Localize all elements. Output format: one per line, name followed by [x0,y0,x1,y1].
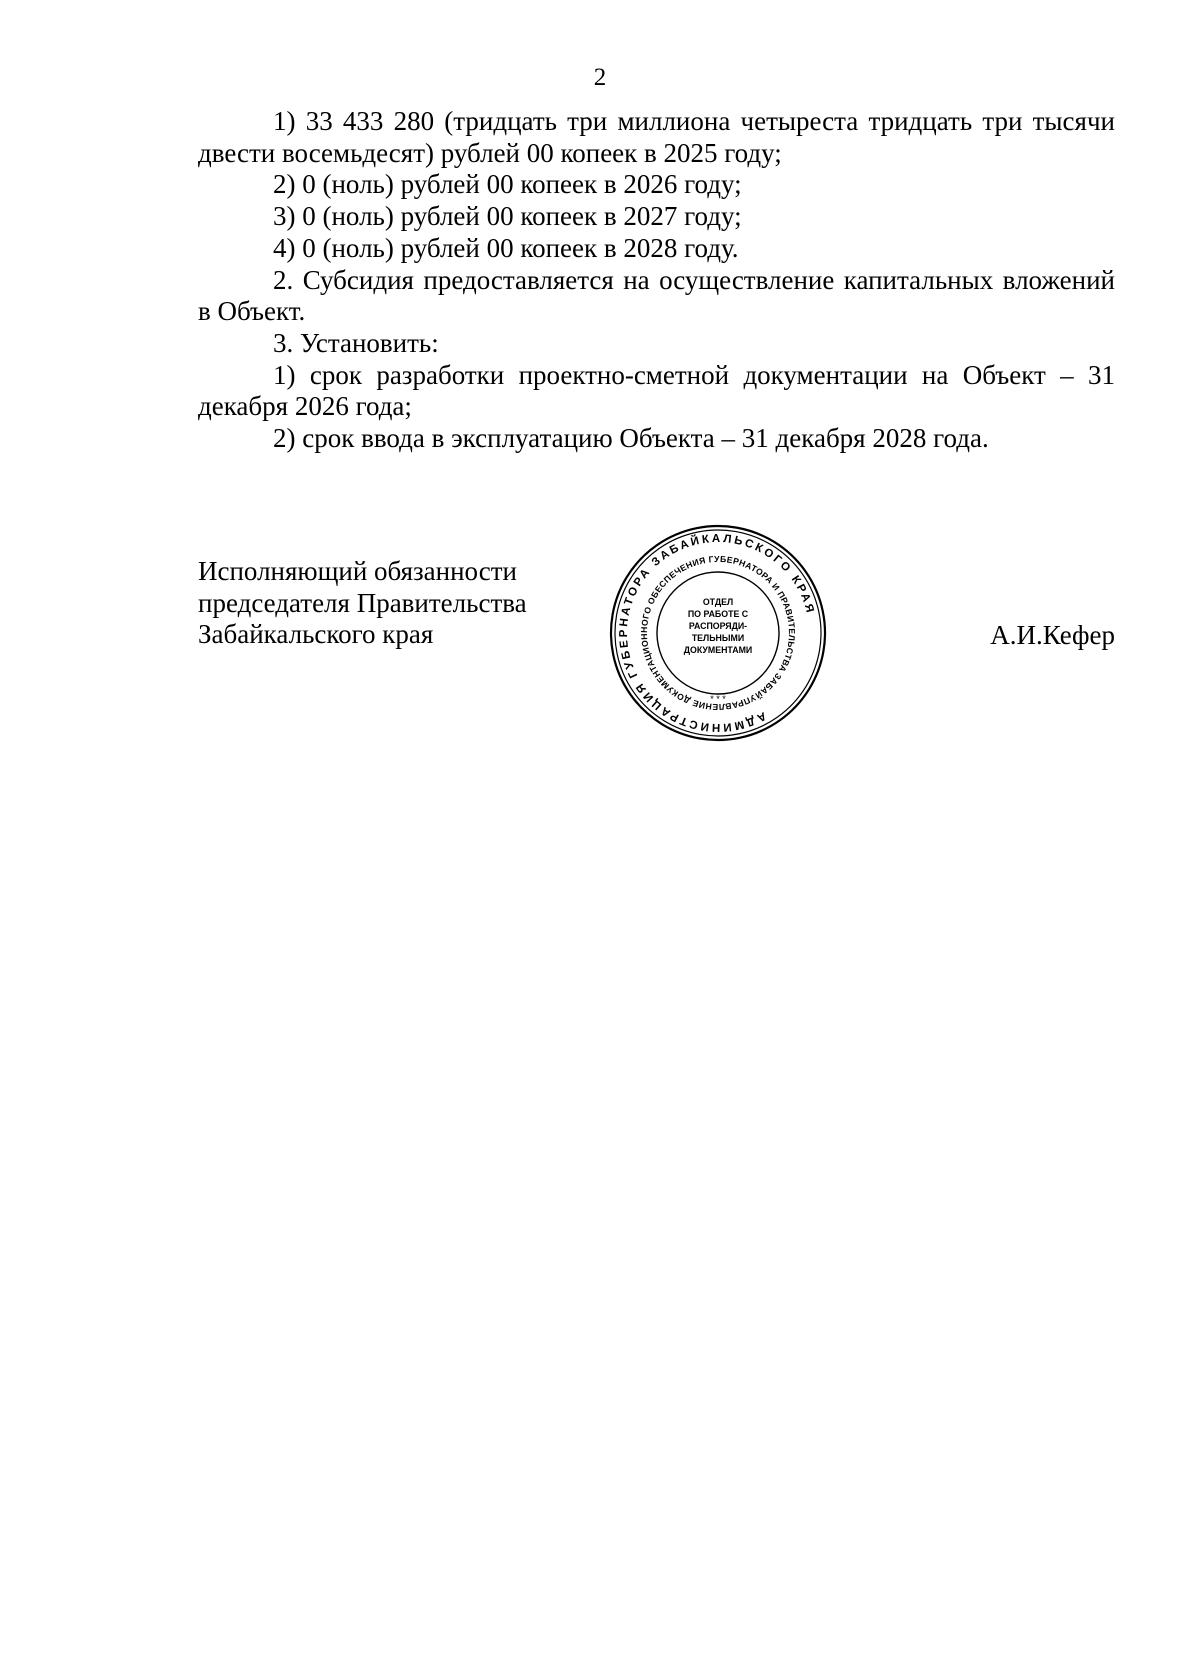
seal-outer-ring-text: АДМИНИСТРАЦИЯ ГУБЕРНАТОРА ЗАБАЙКАЛЬСКОГО КРАЯ [617,532,817,734]
signatory-position-line: председателя Правительства [198,587,527,618]
seal-center-line: ДОКУМЕНТАМИ [683,645,753,655]
paragraph-amount-2027: 3) 0 (ноль) рублей 00 копеек в 2027 году; [273,201,742,232]
paragraph-design-deadline: 1) срок разработки проектно-сметной документации на Объект – 31 декабря 2026 года; [198,359,1115,422]
paragraph-subsidy-purpose: 2. Субсидия предоставляется на осуществление капитальных вложений в Объект. [198,264,1115,327]
seal-stars: * * * [710,694,726,704]
official-seal [607,522,829,744]
signatory-position-line: Забайкальского края [198,619,434,650]
seal-center-line: ТЕЛЬНЫМИ [691,633,745,643]
seal-center-line: ОТДЕЛ [702,597,734,607]
paragraph-amount-2025: 1) 33 433 280 (тридцать три миллиона четыреста тридцать три тысячи двести восемьдесят) рублей 00 копеек в 2025 году; [198,106,1115,168]
signatory-name: А.И.Кефер [990,620,1115,650]
paragraph-amount-2028: 4) 0 (ноль) рублей 00 копеек в 2028 году. [273,232,739,263]
seal-inner-ring-text: УПРАВЛЕНИЕ ДОКУМЕНТАЦИОННОГО ОБЕСПЕЧЕНИЯ ГУБЕРНАТОРА И ПРАВИТЕЛЬСТВА ЗАБАЙКАЛЬСКОГО [638,553,798,713]
paragraph-commissioning-deadline: 2) срок ввода в эксплуатацию Объекта – 31 декабря 2028 года. [273,423,989,454]
signatory-position [198,556,527,651]
seal-center-line: РАСПОРЯДИ- [688,621,748,631]
seal-center-line: ПО РАБОТЕ С [687,609,749,619]
signatory-position-line: Исполняющий обязанности [198,556,517,586]
paragraph-amount-2026: 2) 0 (ноль) рублей 00 копеек в 2026 году; [273,169,742,200]
page-number: 2 [593,64,607,91]
paragraph-establish: 3. Установить: [273,327,439,358]
document-body [198,106,1115,455]
